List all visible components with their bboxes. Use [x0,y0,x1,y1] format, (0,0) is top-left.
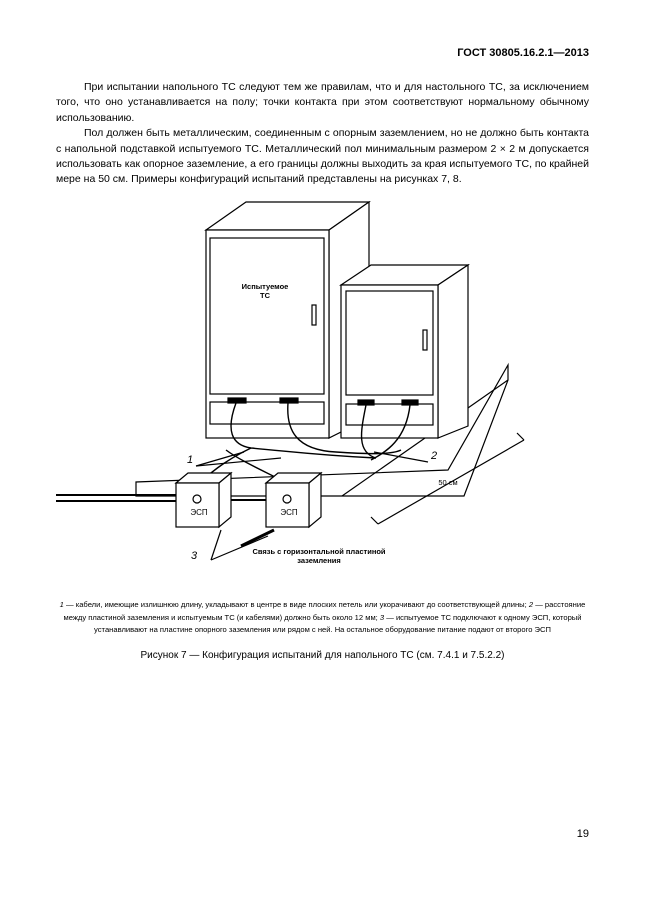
standard-code: ГОСТ 30805.16.2.1—2013 [457,47,589,59]
figure-caption: Рисунок 7 — Конфигурация испытаний для напольного ТС (см. 7.4.1 и 7.5.2.2) [140,650,505,661]
esp-label-2: ЭСП [280,508,298,517]
esp-box-1 [176,473,231,527]
callout-1: 1 [186,454,194,466]
paragraph: Пол должен быть металлическим, соединенным с опорным заземлением, но не должно быть контакта с напольной подставкой испытуемого ТС. Металлический пол минимальным размером 2 × 2 м допускается использовать как опорное заземление, а его границы должны выходить за края испытуемого ТС, по крайней мере на 50 см. Примеры конфигураций испытаний представлены на рисунках 7, 8. [56,127,590,186]
callout-3: 3 [190,550,198,562]
figure-7 [56,190,589,590]
figure-legend: 1 — кабели, имеющие излишнюю длину, укладывают в центре в виде плоских петель или укорачивают до соответствующей длины; 2 — расстояние между пластиной заземления и испытуемым ТС (и кабелями) должно быть около 12 мм; 3 — испытуемое ТС подключают к одному ЭСП, который устанавливают на пластине опорного заземления или рядом с ней. На остальное оборудование питание подают от второго ЭСП [59,600,586,634]
page-number: 19 [576,828,589,840]
esp-label-1: ЭСП [190,508,208,517]
callout-2: 2 [430,450,438,462]
auxiliary-cabinet [341,265,468,438]
test-configuration-diagram [56,190,589,590]
paragraph: При испытании напольного ТС следуют тем же правилам, что и для настольного ТС, за исключением того, что оно устанавливается на полу; точки контакта при этом соответствуют нормальному обычному использованию. [56,81,589,124]
eut-label: Испытуемое ТС [241,282,289,300]
esp-box-2 [266,473,321,527]
dimension-label: 50 см [438,478,458,487]
body-text [56,80,589,188]
ground-connection-label: Связь с горизонтальной пластиной заземления [252,547,386,565]
